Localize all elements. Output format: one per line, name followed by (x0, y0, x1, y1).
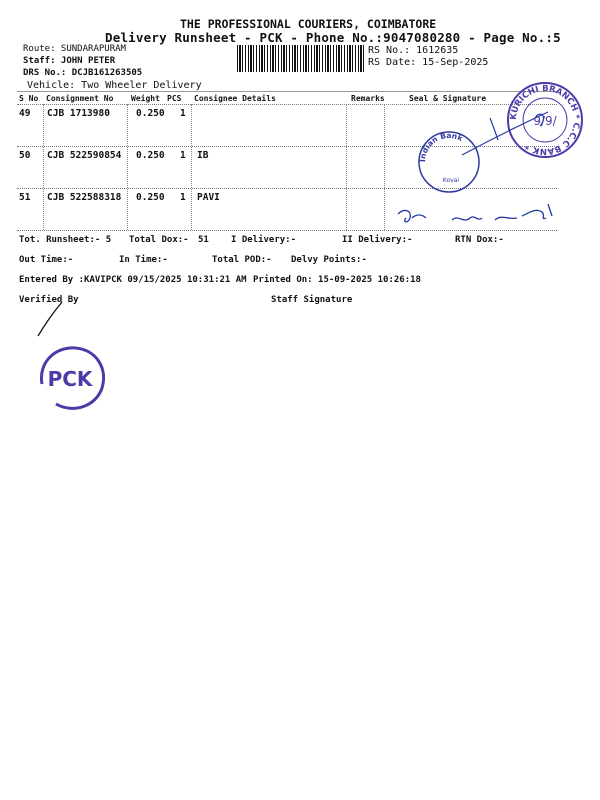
consignment-no: CJB 1713980 (47, 108, 110, 119)
rtn-dox: RTN Dox:- (455, 235, 504, 245)
pcs-value: 1 (180, 108, 186, 119)
consignment-no: CJB 522590854 (47, 150, 122, 161)
total-dox-label: Total Dox:- (129, 235, 189, 245)
printed-on: Printed On: 15-09-2025 10:26:18 (253, 275, 421, 285)
total-dox-value: 51 (198, 235, 209, 245)
verified-by: Verified By (19, 295, 79, 305)
weight-value: 0.250 (136, 150, 165, 161)
col-seal: Seal & Signature (409, 94, 487, 103)
consignee-name: IB (197, 150, 209, 161)
out-time: Out Time:- (19, 255, 74, 265)
indian-bank-text: Indian Bank (417, 130, 465, 163)
table-row: 51 (19, 192, 31, 203)
weight-value: 0.250 (136, 192, 165, 203)
company-title: THE PROFESSIONAL COURIERS, COIMBATORE (180, 17, 437, 31)
rs-date: RS Date: 15-Sep-2025 (368, 57, 489, 68)
table-row: 50 (19, 150, 31, 161)
ii-delivery: II Delivery:- (342, 235, 413, 245)
pck-stamp (30, 340, 112, 418)
col-consignee: Consignee Details (194, 94, 276, 103)
vehicle-label: Vehicle: Two Wheeler Delivery (27, 80, 202, 91)
consignee-name: PAVI (197, 192, 220, 203)
total-runsheet: Tot. Runsheet:- 5 (19, 235, 112, 245)
delvy-points: Delvy Points:- (291, 255, 367, 265)
kurichi-stamp-text: KURICHI BRANCH * C.C.C BANK * (508, 83, 582, 157)
kurichi-stamp-date: 9/9/ (533, 114, 557, 128)
rs-number: RS No.: 1612635 (368, 45, 459, 56)
pcs-value: 1 (180, 150, 186, 161)
entered-by: Entered By :KAVIPCK 09/15/2025 10:31:21 AM (19, 275, 247, 285)
drs-number: DRS No.: DCJB161263505 (23, 68, 143, 78)
weight-value: 0.250 (136, 108, 165, 119)
i-delivery: I Delivery:- (231, 235, 297, 245)
in-time: In Time:- (119, 255, 168, 265)
runsheet-subtitle: Delivery Runsheet - PCK - Phone No.:9047080280 - Page No.:5 (105, 30, 561, 45)
col-remarks: Remarks (351, 94, 385, 103)
total-pod: Total POD:- (212, 255, 272, 265)
staff-signature: Staff Signature (271, 295, 353, 305)
col-consignment: Consignment No (46, 94, 114, 103)
staff-label: Staff: JOHN PETER (23, 56, 116, 66)
indian-bank-inner: Kovai (442, 177, 460, 184)
col-weight: Weight (131, 94, 160, 103)
table-row: 49 (19, 108, 31, 119)
col-sno: S No (19, 94, 39, 103)
pck-stamp-text: PCK (47, 367, 93, 391)
route-label: Route: SUNDARAPURAM (23, 44, 126, 54)
consignment-no: CJB 522588318 (47, 192, 122, 203)
pcs-value: 1 (180, 192, 186, 203)
col-pcs: PCS (167, 94, 182, 103)
